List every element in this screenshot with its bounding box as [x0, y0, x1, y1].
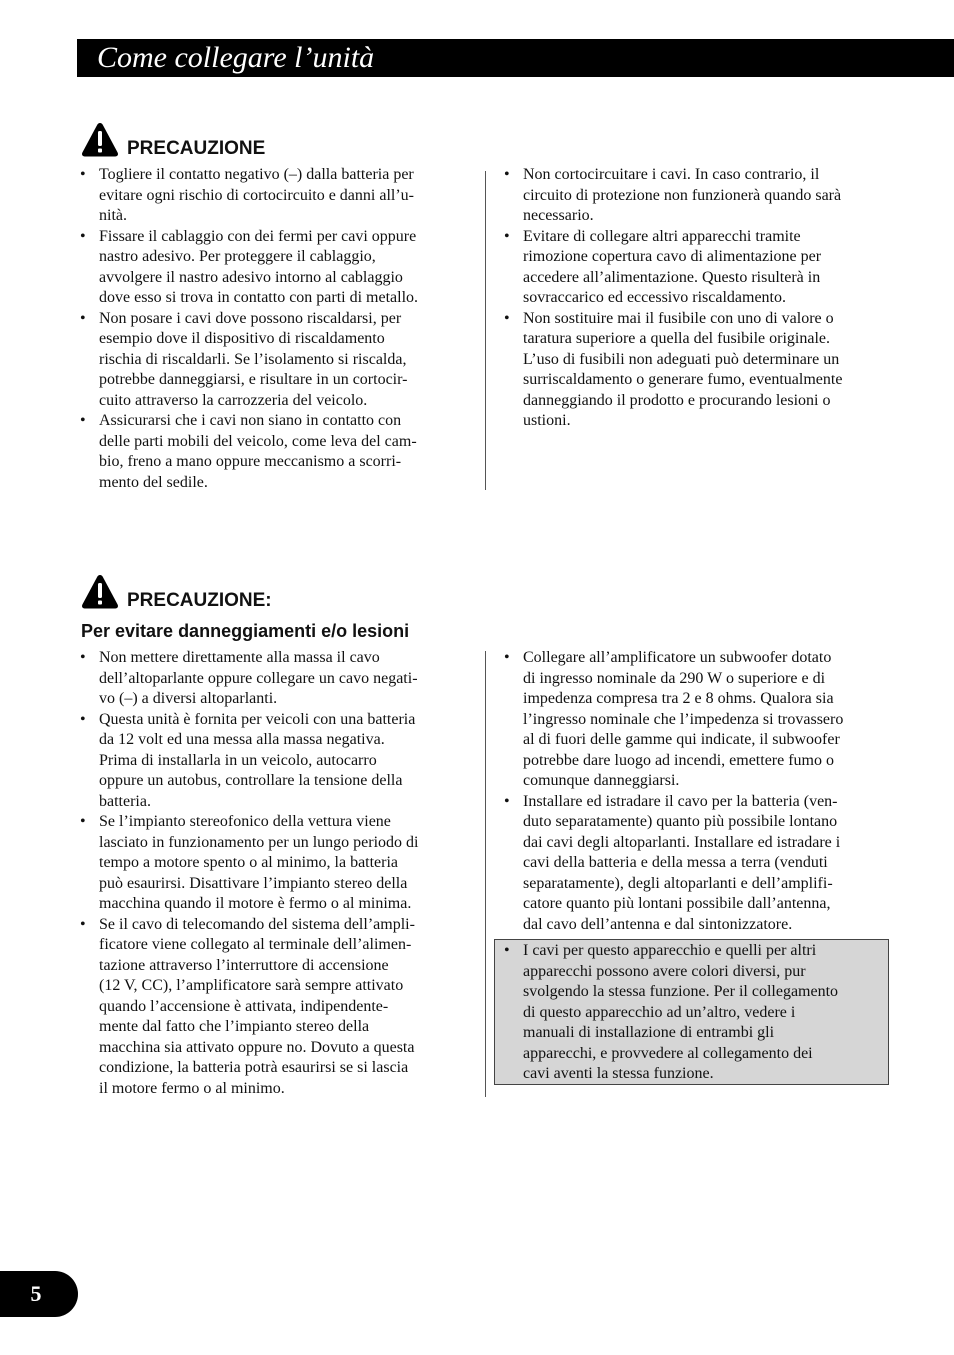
list-item [502, 227, 902, 309]
text-line: l’ingresso nominale che l’impedenza si trovassero [523, 710, 844, 728]
page-number-tab [0, 1271, 78, 1317]
list-item [78, 227, 478, 309]
list-item [78, 411, 478, 493]
list-item [502, 165, 902, 227]
text-line: il motore fermo o al minimo. [99, 1079, 285, 1097]
text-line: danneggiando il prodotto e procurando lesioni o [523, 391, 831, 409]
text-line: manuali di installazione di entrambi gli [523, 1024, 775, 1041]
page-title: Come collegare l’unità [97, 41, 375, 74]
page-number: 5 [30, 1281, 42, 1306]
text-line: batteria. [99, 792, 151, 810]
text-line: • Non sostituire mai il fusibile con uno di valore o [523, 309, 834, 327]
text-line: mente dal fatto che l’impianto stereo della [99, 1018, 370, 1035]
section2-heading: PRECAUZIONE: [127, 590, 272, 611]
text-line: delle parti mobili del veicolo, come leva del cam- [99, 432, 417, 450]
text-line: dal cavo dell’antenna e dal sintonizzatore. [523, 915, 793, 933]
text-line: di questo apparecchio ad un’altro, vedere i [523, 1003, 796, 1021]
text-line: taratura superiore a quella del fusibile originale. [523, 330, 830, 347]
text-line: tempo a motore spento o al minimo, la batteria [99, 854, 399, 871]
text-line: bio, freno a mano oppure meccanismo a scorri- [99, 453, 402, 470]
text-line: • Collegare all’amplificatore un subwoofer dotato [523, 649, 832, 666]
text-line: svolgendo la stessa funzione. Per il collegamento [523, 983, 839, 1000]
text-line: comunque danneggiarsi. [523, 772, 680, 789]
text-line: apparecchi, e provvedere al collegamento dei [523, 1044, 813, 1062]
list-item [502, 941, 887, 1085]
text-line: rischia di riscaldarli. Se l’isolamento si riscalda, [99, 350, 407, 368]
text-line: condizione, la batteria potrà esaurirsi se si lascia [99, 1059, 409, 1076]
note-box-text [502, 941, 887, 1085]
list-item [78, 812, 478, 915]
text-line: lasciato in funzionamento per un lungo periodo di [99, 833, 419, 851]
section2-subheading: Per evitare danneggiamenti e/o lesioni [81, 621, 410, 641]
text-line: cavi aventi la stessa funzione. [523, 1065, 714, 1082]
text-line: dell’altoparlante oppure collegare un cavo negati- [99, 669, 418, 687]
text-line: • Se l’impianto stereofonico della vettura viene [99, 813, 391, 830]
text-line: sovraccarico ed eccessivo riscaldamento. [523, 289, 786, 306]
text-line: duto separatamente) quanto più possibile lontano [523, 813, 838, 830]
text-line: cavi della batteria e della messa a terra (venduti [523, 854, 828, 871]
section2-left-column [78, 648, 478, 1099]
text-line: mento del sedile. [99, 473, 208, 491]
text-line: • Non posare i cavi dove possono riscaldarsi, per [99, 309, 402, 327]
text-line: necessario. [523, 207, 594, 224]
text-line: • Non cortocircuitare i cavi. In caso contrario, il [523, 166, 820, 183]
header-bar [77, 39, 954, 77]
list-item [78, 710, 478, 813]
list-item [78, 648, 478, 710]
text-line: catore quanto più lontani possibile dall’antenna, [523, 895, 831, 912]
text-line: • Togliere il contatto negativo (–) dalla batteria per [99, 166, 414, 183]
text-line: può esaurirsi. Disattivare l’impianto stereo della [99, 874, 408, 892]
text-line: impedenza compresa tra 2 e 8 ohms. Qualora sia [523, 690, 834, 707]
text-line: apparecchi possono avere colori diversi, pur [523, 962, 806, 980]
text-line: (12 V, CC), l’amplificatore sarà sempre attivato [99, 977, 404, 994]
warning-icon [81, 574, 119, 610]
text-line: accedere all’alimentazione. Questo risulterà in [523, 268, 821, 286]
list-item [502, 648, 902, 792]
list-item [78, 165, 478, 227]
text-line: di ingresso nominale da 290 W o superiore e di [523, 669, 826, 687]
text-line: rimozione copertura cavo di alimentazione per [523, 248, 822, 265]
text-line: • Installare ed istradare il cavo per la batteria (ven- [523, 792, 838, 810]
list-item [502, 309, 902, 432]
text-line: esempio dove il dispositivo di riscaldamento [99, 330, 385, 347]
text-line: nastro adesivo. Per proteggere il cablaggio, [99, 248, 376, 265]
text-line: potrebbe danneggiarsi, e risultare in un cortocir- [99, 371, 408, 388]
text-line: dai cavi degli altoparlanti. Installare ed istradare i [523, 833, 841, 851]
list-item [78, 309, 478, 412]
text-line: • Non mettere direttamente alla massa il cavo [99, 649, 380, 666]
text-line: evitare ogni rischio di cortocircuito e danni all’u- [99, 186, 414, 204]
text-line: • Questa unità è fornita per veicoli con una batteria [99, 710, 416, 728]
warning-icon [81, 122, 119, 158]
text-line: tazione attraverso l’interruttore di accensione [99, 956, 389, 974]
text-line: surriscaldamento o generare fumo, eventualmente [523, 371, 843, 388]
text-line: circuito di protezione non funzionerà quando sarà [523, 186, 842, 204]
column-divider [485, 171, 486, 490]
text-line: quando l’accensione è attivata, indipendente- [99, 997, 389, 1015]
section1-left-column [78, 165, 478, 493]
text-line: cuito attraverso la carrozzeria del veicolo. [99, 391, 368, 409]
text-line: al di fuori delle gamme qui indicate, il subwoofer [523, 731, 840, 748]
text-line: da 12 volt ed una messa alla massa negativa. [99, 731, 385, 748]
section2-right-column [502, 648, 902, 935]
text-line: separatamente), degli altoparlanti e dell’amplifi- [523, 874, 833, 892]
text-line: L’uso di fusibili non adeguati può determinare un [523, 350, 840, 368]
text-line: • I cavi per questo apparecchio e quelli per altri [523, 942, 817, 959]
text-line: • Se il cavo di telecomando del sistema dell’ampli- [99, 915, 415, 933]
column-divider [485, 651, 486, 1097]
text-line: • Assicurarsi che i cavi non siano in contatto con [99, 412, 402, 429]
list-item [78, 915, 478, 1100]
text-line: • Fissare il cablaggio con dei fermi per cavi oppure [99, 227, 417, 245]
text-line: ustioni. [523, 412, 571, 429]
list-item [502, 792, 902, 936]
text-line: oppure un autobus, controllare la tensione della [99, 772, 403, 789]
section1-right-column [502, 165, 902, 432]
section1-heading: PRECAUZIONE [127, 138, 266, 159]
text-line: vo (–) a diversi altoparlanti. [99, 690, 278, 707]
text-line: • Evitare di collegare altri apparecchi tramite [523, 227, 801, 245]
text-line: avvolgere il nastro adesivo intorno al cablaggio [99, 268, 403, 286]
text-line: macchina sia attivato oppure no. Dovuto a questa [99, 1038, 415, 1056]
text-line: potrebbe dare luogo ad incendi, emettere fumo o [523, 751, 834, 769]
text-line: Prima di installarla in un veicolo, autocarro [99, 751, 377, 769]
text-line: ficatore viene collegato al terminale dell’alimen- [99, 936, 412, 953]
text-line: nità. [99, 207, 127, 224]
text-line: macchina quando il motore è fermo o al minima. [99, 895, 412, 912]
text-line: dove esso si trova in contatto con parti di metallo. [99, 289, 419, 306]
